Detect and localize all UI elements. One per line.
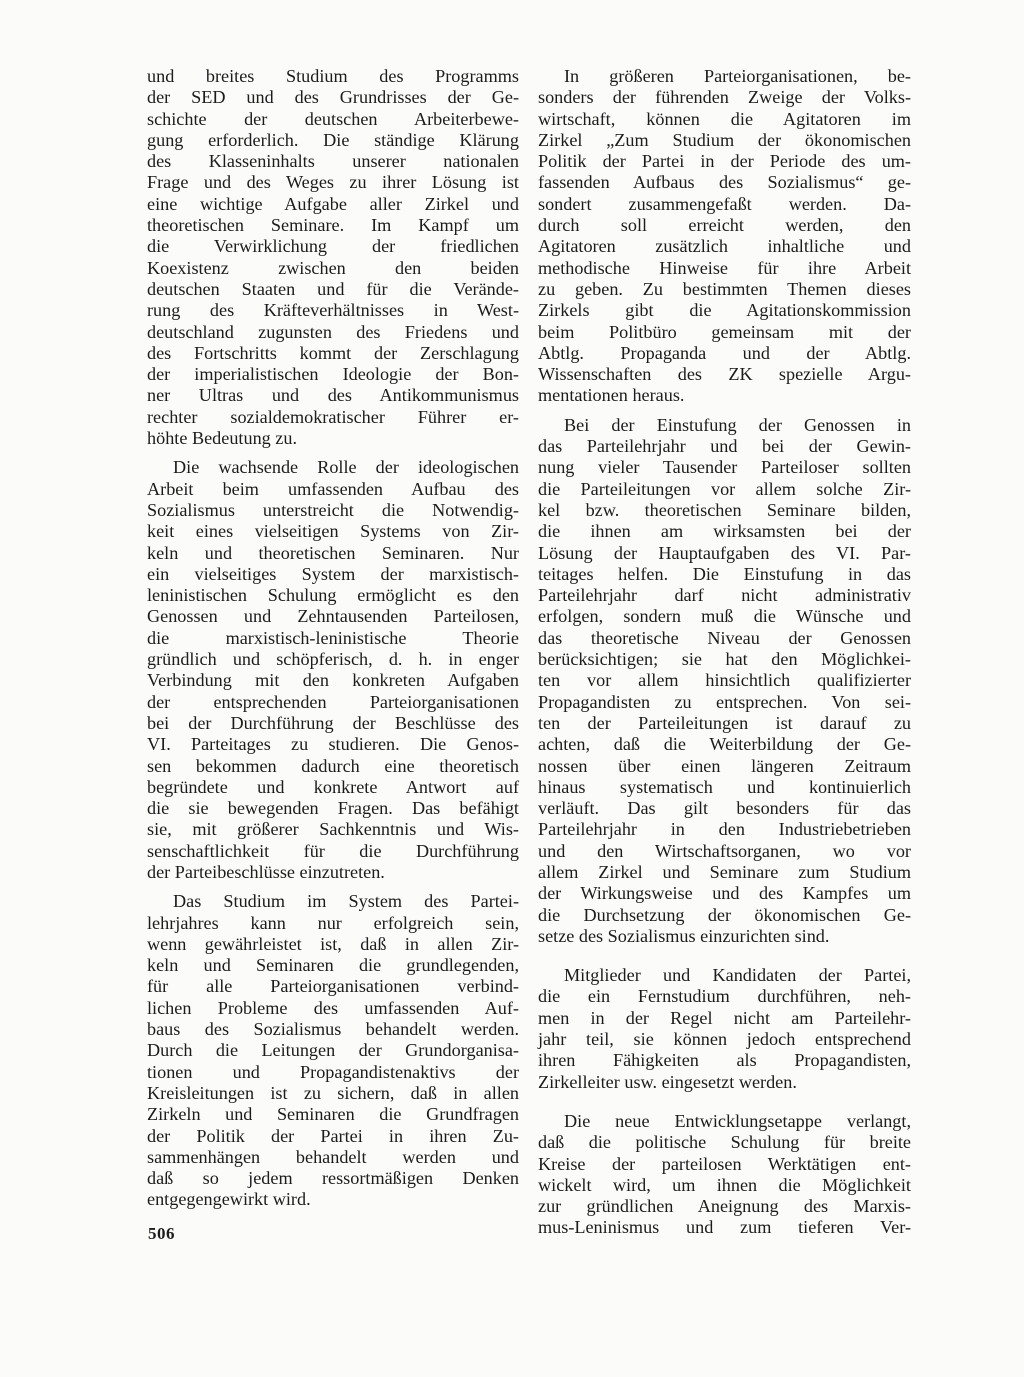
text-line: gründlich und schöpferisch, d. h. in enger [147,649,519,670]
text-line: teitages helfen. Die Einstufung in das [538,563,911,584]
paragraph [147,891,519,1210]
text-line: nossen über einen längeren Zeitraum [538,755,911,776]
text-line: zur gründlichen Aneignung des Marxis- [538,1196,911,1217]
text-line: ten der Parteileitungen ist darauf zu [538,712,911,733]
text-line: wenn gewährleistet ist, daß in allen Zir- [147,933,519,954]
page-number: 506 [148,1224,175,1243]
text-line: keln und theoretischen Seminaren. Nur [147,542,519,563]
text-line: Bei der Einstufung der Genossen in [564,414,911,435]
text-line: ihren Fähigkeiten als Propagandisten, [538,1050,911,1071]
text-line: Die wachsende Rolle der ideologischen [173,457,519,478]
text-line: ten vor allem hinsichtlich qualifizierter [538,670,911,691]
text-line: der SED und des Grundrisses der Ge- [147,87,519,108]
text-line: tionen und Propagandistenaktivs der [147,1061,519,1082]
text-line: sammenhängen behandelt werden und [147,1146,519,1167]
text-line: der imperialistischen Ideologie der Bon- [147,364,519,385]
paragraph [538,415,911,947]
text-line: deutschen Staaten und für die Verände- [147,278,519,299]
text-line: Kreise der parteilosen Werktätigen ent- [538,1153,911,1174]
text-line: eine wichtige Aufgabe aller Zirkel und [147,193,519,214]
paragraph [538,965,911,1093]
text-line: der Politik der Partei in ihren Zu- [147,1125,519,1146]
paragraph-gap [147,883,519,891]
paragraph [538,66,911,407]
text-line: fassenden Aufbaus des Sozialismus“ ge- [538,172,911,193]
paragraph [538,1111,911,1239]
text-line: Lösung der Hauptaufgaben des VI. Par- [538,542,911,563]
text-line: Zirkelleiter usw. eingesetzt werden. [538,1071,797,1092]
text-line: das theoretische Niveau der Genossen [538,627,911,648]
text-line: berücksichtigen; sie hat den Möglichkei- [538,649,911,670]
text-line: Arbeit beim umfassenden Aufbau des [147,478,519,499]
paragraph-gap [538,1093,911,1111]
left-column [147,66,519,1211]
text-line: begründete und konkrete Antwort auf [147,776,519,797]
right-column [538,66,911,1239]
text-line: Zirkeln und Seminaren die Grundfragen [147,1104,519,1125]
text-line: die sie bewegenden Fragen. Das befähigt [147,798,519,819]
text-line: theoretischen Seminare. Im Kampf um [147,215,519,236]
text-line: wickelt wird, um ihnen die Möglichkeit [538,1174,911,1195]
text-line: men in der Regel nicht am Parteilehr- [538,1007,911,1028]
text-line: die ein Fernstudium durchführen, neh- [538,986,911,1007]
text-line: schichte der deutschen Arbeiterbewe- [147,108,519,129]
text-line: Wissenschaften des ZK spezielle Argu- [538,364,911,385]
text-line: nung vieler Tausender Parteiloser sollten [538,457,911,478]
text-line: rung des Kräfteverhältnisses in West- [147,300,519,321]
text-line: Frage und des Weges zu ihrer Lösung ist [147,172,519,193]
paragraph [147,457,519,883]
text-line: mus-Leninismus und zum tieferen Ver- [538,1217,911,1238]
paragraph [147,66,519,449]
text-line: lichen Probleme des umfassenden Auf- [147,997,519,1018]
text-line: hinaus systematisch und kontinuierlich [538,776,911,797]
text-line: die Durchsetzung der ökonomischen Ge- [538,904,911,925]
text-line: der Parteibeschlüsse einzutreten. [147,861,385,882]
text-line: leninistischen Schulung ermöglicht es den [147,585,519,606]
text-line: Verbindung mit den konkreten Aufgaben [147,670,519,691]
text-line: mentationen heraus. [538,385,685,406]
text-line: daß so jedem ressortmäßigen Denken [147,1168,519,1189]
text-line: verläuft. Das gilt besonders für das [538,798,911,819]
text-line: das Parteilehrjahr und bei der Gewin- [538,436,911,457]
text-line: allem Zirkel und Seminare zum Studium [538,861,911,882]
text-line: ner Ultras und des Antikommunismus [147,385,519,406]
text-line: Parteilehrjahr in den Industriebetrieben [538,819,911,840]
text-line: In größeren Parteiorganisationen, be- [564,66,911,86]
text-line: Durch die Leitungen der Grundorganisa- [147,1040,519,1061]
text-line: Parteilehrjahr darf nicht administrativ [538,585,911,606]
text-line: die marxistisch-leninistische Theorie [147,627,519,648]
text-line: setze des Sozialismus einzurichten sind. [538,925,830,946]
text-line: Zirkel „Zum Studium der ökonomischen [538,129,911,150]
text-line: Abtlg. Propaganda und der Abtlg. [538,342,911,363]
text-line: Sozialismus unterstreicht die Notwendig- [147,499,519,520]
text-line: Zirkels gibt die Agitationskommission [538,300,911,321]
text-line: Die neue Entwicklungsetappe verlangt, [564,1110,911,1131]
text-line: sen bekommen dadurch eine theoretisch [147,755,519,776]
text-line: entgegengewirkt wird. [147,1189,311,1210]
text-line: wirtschaft, können die Agitatoren im [538,108,911,129]
text-line: VI. Parteitages zu studieren. Die Genos- [147,734,519,755]
text-line: Politik der Partei in der Periode des um- [538,151,911,172]
text-line: der entsprechenden Parteiorganisationen [147,691,519,712]
text-line: der Wirkungsweise und des Kampfes um [538,883,911,904]
text-line: Koexistenz zwischen den beiden [147,257,519,278]
text-line: Agitatoren zusätzlich inhaltliche und [538,236,911,257]
text-line: daß die politische Schulung für breite [538,1132,911,1153]
paragraph-gap [147,449,519,457]
text-line: höhte Bedeutung zu. [147,428,298,449]
text-line: achten, daß die Weiterbildung der Ge- [538,734,911,755]
text-line: des Fortschritts kommt der Zerschlagung [147,342,519,363]
text-line: Genossen und Zehntausenden Parteilosen, [147,606,519,627]
text-line: Kreisleitungen ist zu sichern, daß in allen [147,1082,519,1103]
text-line: die Parteileitungen vor allem solche Zir- [538,478,911,499]
text-line: durch soll erreicht werden, den [538,215,911,236]
text-line: die ihnen am wirksamsten bei der [538,521,911,542]
text-line: sonders der führenden Zweige der Volks- [538,87,911,108]
text-line: senschaftlichkeit für die Durchführung [147,840,519,861]
text-line: erfolgen, sondern muß die Wünsche und [538,606,911,627]
text-line: keln und Seminaren die grundlegenden, [147,955,519,976]
text-line: deutschland zugunsten des Friedens und [147,321,519,342]
text-line: des Klasseninhalts unserer nationalen [147,151,519,172]
text-line: methodische Hinweise für ihre Arbeit [538,257,911,278]
text-line: bei der Durchführung der Beschlüsse des [147,712,519,733]
text-line: und den Wirtschaftsorganen, wo vor [538,840,911,861]
paragraph-gap [538,947,911,965]
text-line: lehrjahres kann nur erfolgreich sein, [147,912,519,933]
text-line: kel bzw. theoretischen Seminare bilden, [538,499,911,520]
text-line: rechter sozialdemokratischer Führer er- [147,406,519,427]
text-line: Das Studium im System des Partei- [173,891,519,912]
text-line: gung erforderlich. Die ständige Klärung [147,129,519,150]
text-line: für alle Parteiorganisationen verbind- [147,976,519,997]
text-line: Mitglieder und Kandidaten der Partei, [564,965,911,986]
text-line: sie, mit größerer Sachkenntnis und Wis- [147,819,519,840]
text-line: keit eines vielseitigen Systems von Zir- [147,521,519,542]
text-line: jahr teil, sie können jedoch entsprechend [538,1029,911,1050]
text-line: baus des Sozialismus behandelt werden. [147,1019,519,1040]
text-line: sondert zusammengefaßt werden. Da- [538,193,911,214]
text-line: Propagandisten zu entsprechen. Von sei- [538,691,911,712]
text-line: beim Politbüro gemeinsam mit der [538,321,911,342]
paragraph-gap [538,407,911,415]
text-line: ein vielseitiges System der marxistisch- [147,563,519,584]
text-line: die Verwirklichung der friedlichen [147,236,519,257]
text-line: zu geben. Zu bestimmten Themen dieses [538,278,911,299]
text-line: und breites Studium des Programms [147,66,519,86]
